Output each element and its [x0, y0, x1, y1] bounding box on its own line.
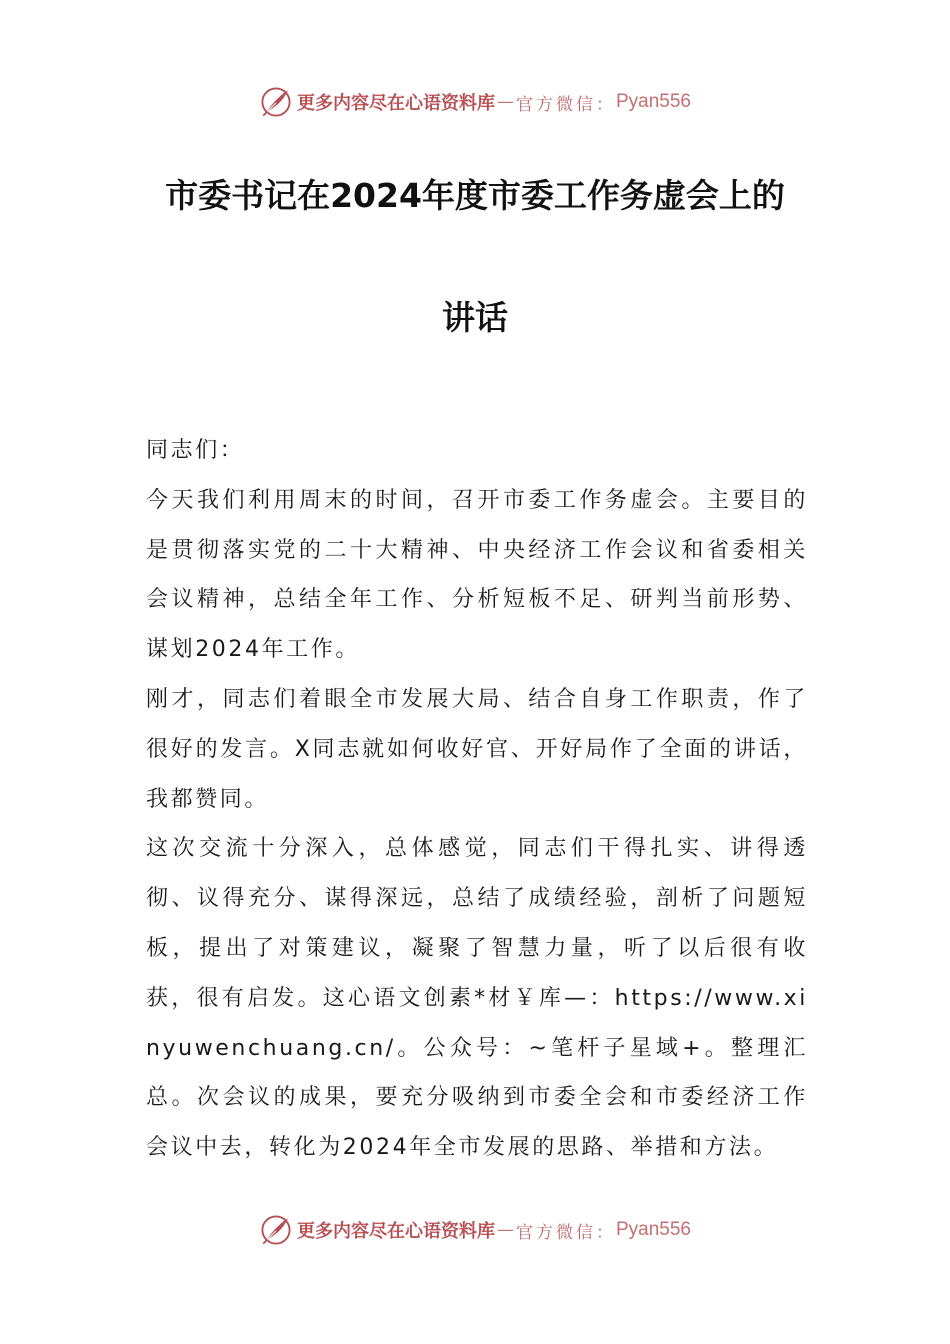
banner-separator: —: [496, 92, 514, 112]
paragraph: 这次交流十分深入，总体感觉，同志们干得扎实、讲得透彻、议得充分、谋得深远，总结了成绩经验，剖析了问题短板，提出了对策建议，凝聚了智慧力量，听了以后很有收获，很有启发。这心语文创素*材￥库—：https://www.xinyuwenchuang.cn/。公众号：~笔杆子星域+。整理汇总。次会议的成果，要充分吸纳到市委全会和市委经济工作会议中去，转化为2024年全市发展的思路、举措和方法。: [146, 836, 808, 1161]
banner-wechat-label: 官方微信：: [515, 94, 616, 115]
banner-wechat-label: 官方微信：: [515, 1222, 616, 1243]
document-title-line1: 市委书记在2024年度市委工作务虚会上的: [165, 176, 785, 215]
footer-banner: [0, 1210, 950, 1250]
banner-separator: —: [496, 1220, 514, 1240]
document-body: [146, 426, 808, 1173]
banner-wechat-id: Pyan556: [615, 91, 691, 112]
header-banner: [0, 82, 950, 122]
paragraph: 今天我们利用周末的时间，召开市委工作务虚会。主要目的是贯彻落实党的二十大精神、中央经济工作会议和省委相关会议精神，总结全年工作、分析短板不足、研判当前形势、谋划2024年工作。: [146, 487, 808, 663]
paragraph: 刚才，同志们着眼全市发展大局、结合自身工作职责，作了很好的发言。X同志就如何收好官、开好局作了全面的讲话，我都赞同。: [146, 686, 808, 812]
salutation: 同志们：: [146, 438, 245, 463]
feather-pen-logo-icon: [259, 85, 293, 119]
banner-wechat-id: Pyan556: [615, 1219, 691, 1240]
document-title-line2: 讲话: [442, 298, 508, 337]
banner-site-text: 更多内容尽在心语资料库: [296, 93, 495, 114]
feather-pen-logo-icon: [259, 1213, 293, 1247]
banner-site-text: 更多内容尽在心语资料库: [296, 1221, 495, 1242]
